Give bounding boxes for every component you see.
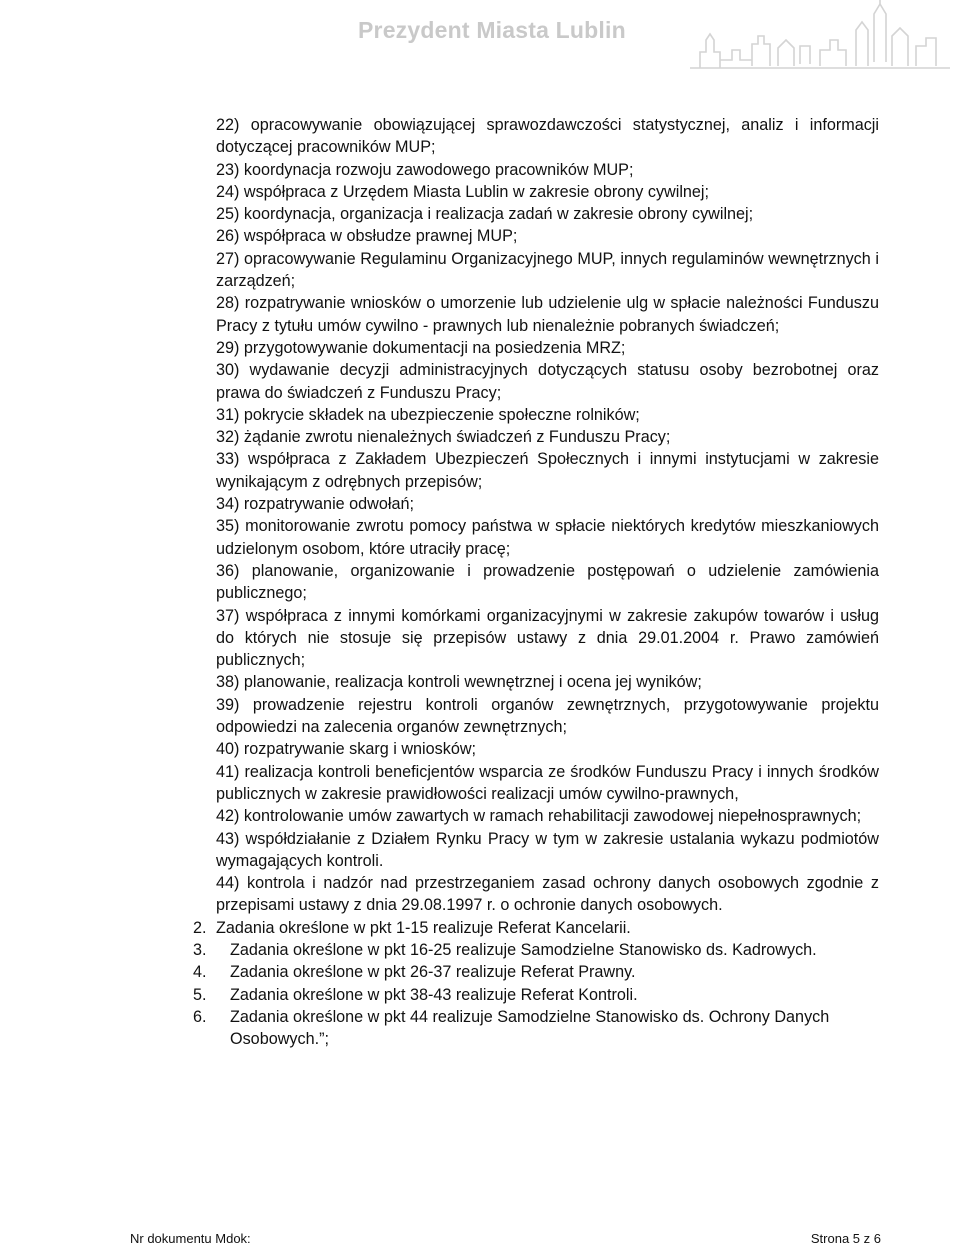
list-item: 38) planowanie, realizacja kontroli wewnętrznej i ocena jej wyników; [216,673,702,692]
list-item: 25) koordynacja, organizacja i realizacja zadań w zakresie obrony cywilnej; [216,205,754,224]
list-item: 28) rozpatrywanie wniosków o umorzenie lub udzielenie ulg w spłacie należności Funduszu Pracy z tytułu umów cywilno - prawnych lub nienależnie pobranych świadczeń; [216,294,879,335]
page-number: Strona 5 z 6 [810,1231,881,1246]
numbered-paragraph [193,939,879,961]
list-item: 32) żądanie zwrotu nienależnych świadczeń z Funduszu Pracy; [216,428,671,447]
numbered-paragraph [193,917,879,939]
list-item: 35) monitorowanie zwrotu pomocy państwa w spłacie niektórych kredytów mieszkaniowych udzielonym osobom, które utraciły pracę; [216,517,879,558]
numbered-paragraph [193,961,879,983]
document-body [193,114,879,1050]
list-item: 41) realizacja kontroli beneficjentów wsparcia ze środków Funduszu Pracy i innych środków publicznych w zakresie prawidłowości realizacji umów cywilno-prawnych, [216,762,879,803]
list-item: 36) planowanie, organizowanie i prowadzenie postępowań o udzielenie zamówienia publicznego; [216,561,879,603]
list-item: 43) współdziałanie z Działem Rynku Pracy w tym w zakresie ustalania wykazu podmiotów wymagających kontroli. [216,829,879,870]
list-item: 31) pokrycie składek na ubezpieczenie społeczne rolników; [216,405,640,424]
list-item: 34) rozpatrywanie odwołań; [216,495,414,514]
paragraph-text: Zadania określone w pkt 1-15 realizuje Referat Kancelarii. [216,918,631,937]
paragraph-text: Zadania określone w pkt 38-43 realizuje Referat Kontroli. [230,985,638,1004]
list-item: 22) opracowywanie obowiązującej sprawozdawczości statystycznej, analiz i informacji dotyczącej pracowników MUP; [216,116,879,157]
list-item: 30) wydawanie decyzji administracyjnych dotyczących statusu osoby bezrobotnej oraz prawa do świadczeń z Funduszu Pracy; [216,361,879,402]
list-item: 33) współpraca z Zakładem Ubezpieczeń Społecznych i innymi instytucjami w zakresie wynikającym z odrębnych przepisów; [216,450,879,491]
header-title: Prezydent Miasta Lublin [358,17,626,43]
list-item: 27) opracowywanie Regulaminu Organizacyjnego MUP, innych regulaminów wewnętrznych i zarządzeń; [216,249,879,291]
paragraph-text: Zadania określone w pkt 26-37 realizuje Referat Prawny. [230,963,636,982]
list-item: 44) kontrola i nadzór nad przestrzeganiem zasad ochrony danych osobowych zgodnie z przepisami ustawy z dnia 29.08.1997 r. o ochronie danych osobowych. [216,874,879,915]
numbered-paragraph [193,1006,879,1051]
list-item: 37) współpraca z innymi komórkami organizacyjnymi w zakresie zakupów towarów i usług do których nie stosuje się przepisów ustawy z dnia 29.01.2004 r. Prawo zamówień publicznych; [216,606,879,670]
city-skyline-icon [660,0,960,70]
paragraph-number: 5. [193,985,207,1004]
paragraph-number: 2. [193,918,207,937]
list-item: 24) współpraca z Urzędem Miasta Lublin w zakresie obrony cywilnej; [216,182,710,201]
document-number-label: Nr dokumentu Mdok: [130,1231,251,1246]
paragraph-number: 6. [193,1007,207,1026]
paragraph-text: Zadania określone w pkt 44 realizuje Samodzielne Stanowisko ds. Ochrony Danych Osobowych.”; [230,1007,830,1049]
numbered-paragraph [193,984,879,1006]
paragraph-text: Zadania określone w pkt 16-25 realizuje Samodzielne Stanowisko ds. Kadrowych. [230,940,817,959]
paragraph-number: 4. [193,963,207,982]
list-item: 42) kontrolowanie umów zawartych w ramach rehabilitacji zawodowej niepełnosprawnych; [216,807,862,826]
list-item: 29) przygotowywanie dokumentacji na posiedzenia MRZ; [216,338,626,357]
list-item: 39) prowadzenie rejestru kontroli organów zewnętrznych, przygotowywanie projektu odpowiedzi na zalecenia organów zewnętrznych; [216,695,879,737]
paragraph-number: 3. [193,940,207,959]
list-item: 23) koordynacja rozwoju zawodowego pracowników MUP; [216,160,634,179]
list-item: 26) współpraca w obsłudze prawnej MUP; [216,227,518,246]
list-item: 40) rozpatrywanie skarg i wniosków; [216,740,477,759]
